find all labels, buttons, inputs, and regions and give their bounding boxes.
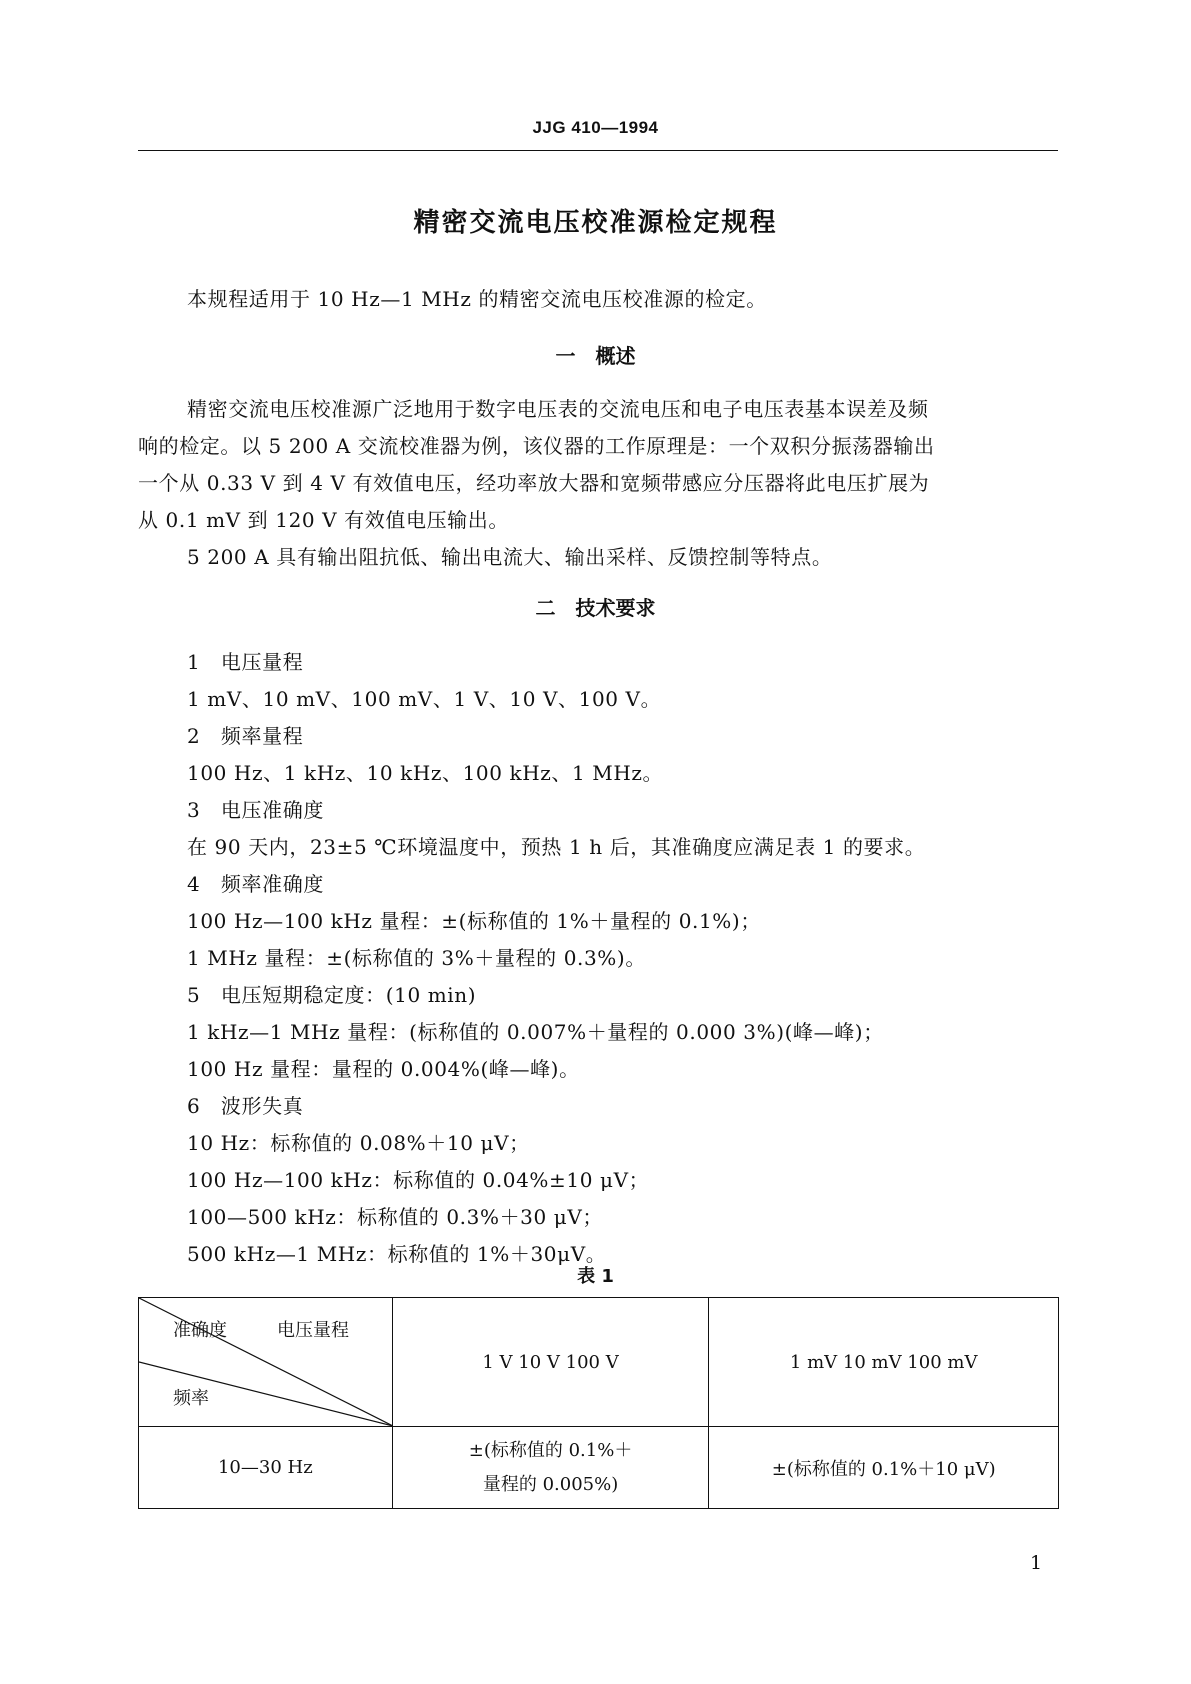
cell-line: ±(标称值的 0.1%＋ — [468, 1439, 633, 1461]
requirement-item-text: 在 90 天内，23±5 ℃环境温度中，预热 1 h 后，其准确度应满足表 1 的要求。 — [187, 835, 926, 859]
requirement-item-heading: 3 电压准确度 — [187, 798, 324, 822]
diag-label-accuracy: 准确度 — [173, 1320, 227, 1341]
page-number: 1 — [1030, 1552, 1043, 1574]
diagonal-header-cell — [139, 1298, 393, 1427]
requirement-item-text: 1 kHz—1 MHz 量程：(标称值的 0.007%＋量程的 0.000 3%)(峰—峰)； — [187, 1020, 884, 1044]
table-header-row — [139, 1298, 1059, 1427]
column-header-low-range: 1 mV 10 mV 100 mV — [709, 1298, 1059, 1427]
row-accuracy-high-range — [392, 1427, 709, 1509]
row-accuracy-low-range: ±(标称值的 0.1%＋10 μV) — [709, 1427, 1059, 1509]
row-frequency-label: 10—30 Hz — [139, 1427, 393, 1509]
requirement-item-heading: 4 频率准确度 — [187, 872, 324, 896]
overview-paragraph-line: 精密交流电压校准源广泛地用于数字电压表的交流电压和电子电压表基本误差及频 — [187, 397, 929, 421]
overview-paragraph-features: 5 200 A 具有输出阻抗低、输出电流大、输出采样、反馈控制等特点。 — [187, 545, 833, 569]
requirement-item-heading: 2 频率量程 — [187, 724, 304, 748]
requirement-item-text: 100 Hz、1 kHz、10 kHz、100 kHz、1 MHz。 — [187, 761, 664, 785]
requirement-item-text: 100 Hz—100 kHz：标称值的 0.04%±10 μV； — [187, 1168, 650, 1192]
table-row — [139, 1427, 1059, 1509]
requirement-item-text: 1 MHz 量程：±(标称值的 3%＋量程的 0.3%)。 — [187, 946, 646, 970]
standard-code-header: JJG 410—1994 — [532, 118, 659, 137]
document-title: 精密交流电压校准源检定规程 — [413, 208, 778, 238]
diag-label-voltage-range: 电压量程 — [277, 1320, 349, 1341]
overview-paragraph-line: 从 0.1 mV 到 120 V 有效值电压输出。 — [138, 508, 509, 532]
section-heading-overview: 一 概述 — [555, 344, 636, 368]
requirement-item-text: 1 mV、10 mV、100 mV、1 V、10 V、100 V。 — [187, 687, 662, 711]
requirement-item-heading: 1 电压量程 — [187, 650, 304, 674]
header-divider — [138, 150, 1058, 151]
requirement-item-text: 100 Hz—100 kHz 量程：±(标称值的 1%＋量程的 0.1%)； — [187, 909, 761, 933]
cell-line: 量程的 0.005%) — [482, 1473, 619, 1495]
section-heading-requirements: 二 技术要求 — [535, 596, 656, 620]
requirement-item-text: 10 Hz：标称值的 0.08%＋10 μV； — [187, 1131, 530, 1155]
diag-label-frequency: 频率 — [173, 1388, 209, 1409]
requirement-item-text: 500 kHz—1 MHz：标称值的 1%＋30μV。 — [187, 1242, 607, 1266]
intro-paragraph: 本规程适用于 10 Hz—1 MHz 的精密交流电压校准源的检定。 — [187, 287, 767, 311]
requirement-item-text: 100—500 kHz：标称值的 0.3%＋30 μV； — [187, 1205, 604, 1229]
diagonal-header — [139, 1298, 392, 1426]
overview-paragraph-line: 响的检定。以 5 200 A 交流校准器为例，该仪器的工作原理是：一个双积分振荡器输出 — [138, 434, 935, 458]
column-header-high-range: 1 V 10 V 100 V — [392, 1298, 709, 1427]
accuracy-table — [138, 1297, 1059, 1509]
requirement-item-heading: 6 波形失真 — [187, 1094, 304, 1118]
overview-paragraph-line: 一个从 0.33 V 到 4 V 有效值电压，经功率放大器和宽频带感应分压器将此电压扩展为 — [138, 471, 930, 495]
requirement-item-text: 100 Hz 量程：量程的 0.004%(峰—峰)。 — [187, 1057, 580, 1081]
requirement-item-heading: 5 电压短期稳定度：(10 min) — [187, 983, 477, 1007]
table-caption: 表 1 — [577, 1266, 614, 1287]
